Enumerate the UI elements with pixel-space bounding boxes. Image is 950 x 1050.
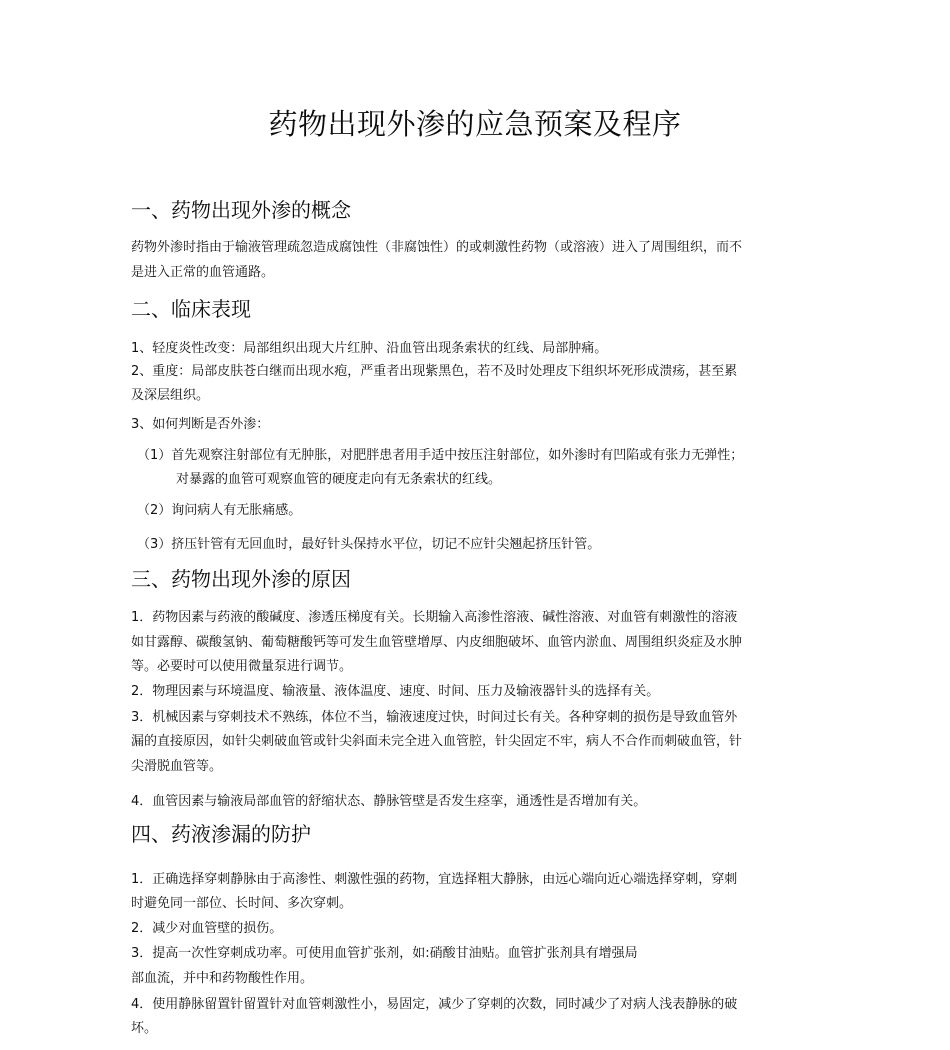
- section-heading-concept: 一、药物出现外渗的概念: [131, 198, 351, 222]
- sub-item-line: （2）询问病人有无胀痛感。: [137, 503, 302, 518]
- section-heading-clinical: 二、临床表现: [131, 297, 251, 321]
- paragraph-line: 1．正确选择穿刺静脉由于高渗性、刺激性强的药物，宜选择粗大静脉，由远心端向近心端选择穿刺，穿刺: [131, 872, 738, 887]
- paragraph-line: 3．机械因素与穿刺技术不熟练，体位不当，输液速度过快，时间过长有关。各种穿刺的损伤是导致血管外: [131, 710, 738, 725]
- paragraph-line: 2．物理因素与环境温度、输液量、液体温度、速度、时间、压力及输液器针头的选择有关。: [131, 684, 660, 699]
- paragraph-line: 部血流，并中和药物酸性作用。: [131, 971, 314, 986]
- paragraph-line: 坏。: [131, 1021, 158, 1036]
- paragraph-line: 4．使用静脉留置针留置针对血管刺激性小，易固定，减少了穿刺的次数，同时减少了对病人浅表静脉的破: [131, 997, 738, 1012]
- section-heading-causes: 三、药物出现外渗的原因: [131, 567, 351, 591]
- section-heading-prevention: 四、药液渗漏的防护: [131, 822, 311, 846]
- paragraph-line: 及深层组织。: [131, 388, 210, 403]
- sub-item-line: （3）挤压针管有无回血时，最好针头保持水平位，切记不应针尖翘起挤压针管。: [137, 537, 601, 552]
- paragraph-line: 2、重度：局部皮肤苍白继而出现水疱，严重者出现紫黑色，若不及时处理皮下组织坏死形成溃疡，甚至累: [131, 364, 738, 379]
- paragraph-line: 4．血管因素与输液局部血管的舒缩状态、静脉管壁是否发生痉挛，通透性是否增加有关。: [131, 794, 647, 809]
- paragraph-line: 尖滑脱血管等。: [131, 759, 223, 774]
- paragraph-line: 3．提高一次性穿刺成功率。可使用血管扩张剂，如:硝酸甘油贴。血管扩张剂具有增强局: [131, 946, 638, 961]
- paragraph-line: 1．药物因素与药液的酸碱度、渗透压梯度有关。长期输入高渗性溶液、碱性溶液、对血管有刺激性的溶液: [131, 610, 738, 625]
- document-title: 药物出现外渗的应急预案及程序: [268, 107, 682, 141]
- sub-item-line: 对暴露的血管可观察血管的硬度走向有无条索状的红线。: [176, 472, 502, 487]
- paragraph-line: 2．减少对血管壁的损伤。: [131, 921, 283, 936]
- paragraph-line: 时避免同一部位、长时间、多次穿刺。: [131, 896, 353, 911]
- paragraph-line: 3、如何判断是否外渗：: [131, 417, 270, 432]
- sub-item-line: （1）首先观察注射部位有无肿胀，对肥胖患者用手适中按压注射部位，如外渗时有凹陷或有张力无弹性；: [137, 448, 744, 463]
- paragraph-line: 药物外渗时指由于输液管理疏忽造成腐蚀性（非腐蚀性）的或刺激性药物（或溶液）进入了周围组织，而不: [131, 240, 743, 255]
- paragraph-line: 1、轻度炎性改变：局部组织出现大片红肿、沿血管出现条索状的红线、局部肿痛。: [131, 341, 608, 356]
- paragraph-line: 等。必要时可以使用微量泵进行调节。: [131, 659, 353, 674]
- paragraph-line: 漏的直接原因，如针尖刺破血管或针尖斜面未完全进入血管腔，针尖固定不牢，病人不合作而刺破血管，针: [131, 734, 743, 749]
- paragraph-line: 如甘露醇、碳酸氢钠、葡萄糖酸钙等可发生血管壁增厚、内皮细胞破坏、血管内淤血、周围组织炎症及水肿: [131, 635, 743, 650]
- paragraph-line: 是进入正常的血管通路。: [131, 265, 275, 280]
